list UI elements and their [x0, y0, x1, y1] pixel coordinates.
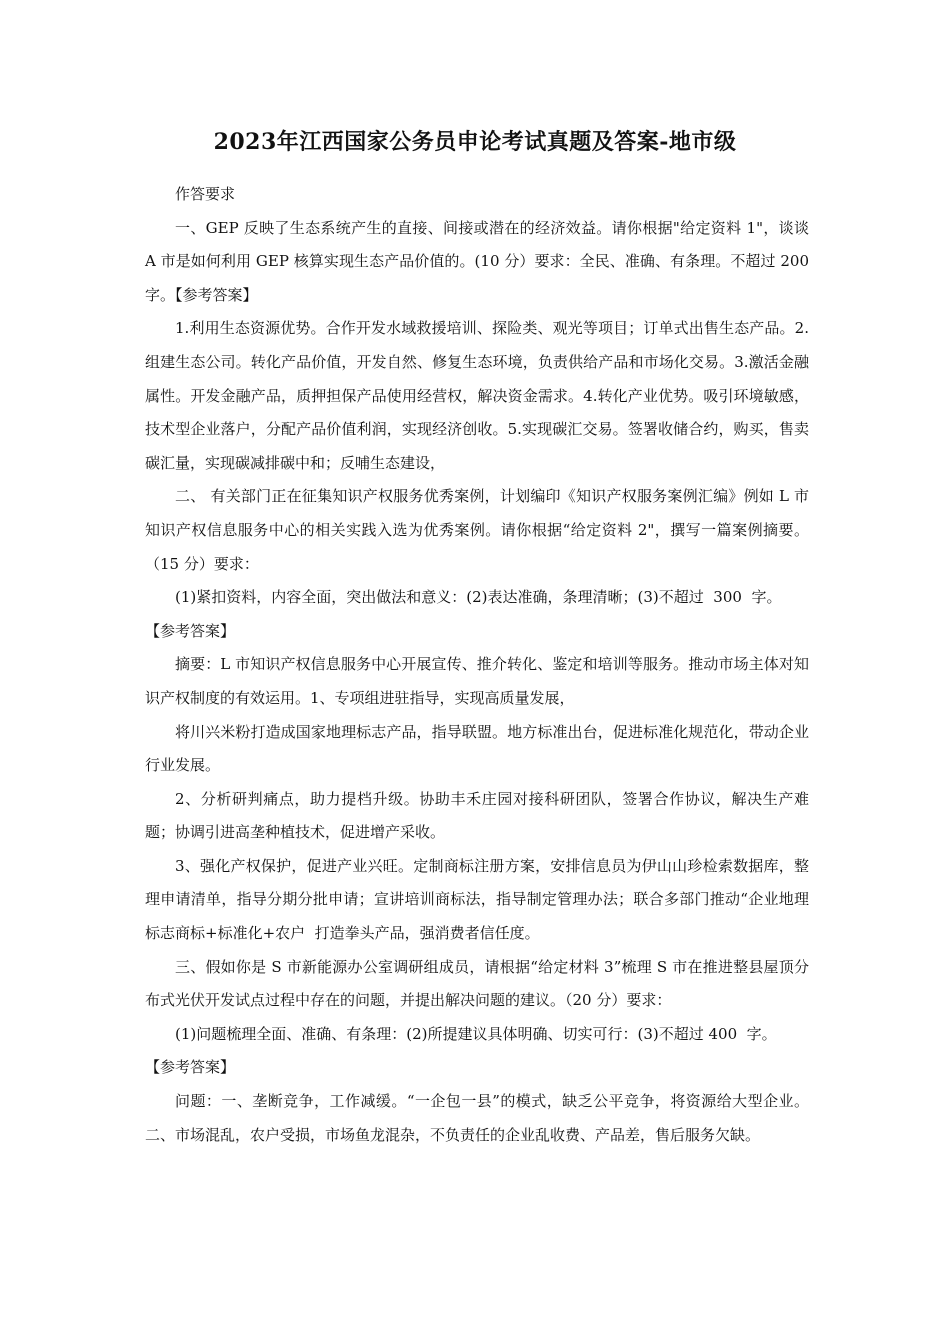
- question-3-requirements: (1)问题梳理全面、准确、有条理：(2)所提建议具体明确、切实可行：(3)不超过 400 字。: [175, 1024, 777, 1043]
- document-title: 2023年江西国家公务员申论考试真题及答案-地市级: [213, 129, 737, 155]
- question-3: 三、假如你是 S 市新能源办公室调研组成员，请根据“给定材料 3”梳理 S 市在推进整县屋顶分布式光伏开发试点过程中存在的问题，并提出解决问题的建议。（20 分）要求：: [145, 957, 809, 1010]
- answer-2-point-3: 3、强化产权保护，促进产业兴旺。定制商标注册方案，安排信息员为伊山山珍检索数据库，整理申请清单，指导分期分批申请；宣讲培训商标法，指导制定管理办法；联合多部门推动“企业地理标志商标+标准化+农户 打造拳头产品，强消费者信任度。: [145, 856, 809, 943]
- reference-answer-label-2: 【参考答案】: [145, 621, 236, 640]
- answer-2-point-1: 将川兴米粉打造成国家地理标志产品，指导联盟。地方标准出台，促进标准化规范化，带动企业行业发展。: [145, 722, 809, 775]
- answer-2-point-2: 2、分析研判痛点，助力提档升级。协助丰禾庄园对接科研团队，签署合作协议，解决生产难题；协调引进高垄种植技术，促进增产采收。: [145, 789, 809, 842]
- reference-answer-label-3: 【参考答案】: [145, 1058, 236, 1077]
- answer-2-summary: 摘要：L 市知识产权信息服务中心开展宣传、推介转化、鉴定和培训等服务。推动市场主体对知识产权制度的有效运用。1、专项组进驻指导，实现高质量发展，: [145, 655, 809, 707]
- document-body: [145, 178, 814, 1152]
- answer-1: 1.利用生态资源优势。合作开发水域救援培训、探险类、观光等项目；订单式出售生态产品。2.组建生态公司。转化产品价值，开发自然、修复生态环境，负责供给产品和市场化交易。3.激活金融属性。开发金融产品，质押担保产品使用经营权，解决资金需求。4.转化产业优势。吸引环境敏感，技术型企业落户，分配产品价值利润，实现经济创收。5.实现碳汇交易。签署收储合约，购买，售卖碳汇量，实现碳减排碳中和；反哺生态建设，: [145, 319, 809, 472]
- answer-requirements-heading: 作答要求: [175, 185, 236, 203]
- question-2: 二、 有关部门正在征集知识产权服务优秀案例，计划编印《知识产权服务案例汇编》例如 L 市知识产权信息服务中心的相关实践入选为优秀案例。请你根据“给定资料 2"，撰写一篇案例摘要。（15 分）要求：: [145, 487, 809, 573]
- question-2-requirements: (1)紧扣资料，内容全面，突出做法和意义：(2)表达准确，条理清晰；(3)不超过 300 字。: [175, 588, 782, 607]
- answer-3-problems: 问题：一、垄断竞争，工作减缓。“一企包一县”的模式，缺乏公平竞争，将资源给大型企业。二、市场混乱，农户受损，市场鱼龙混杂，不负责任的企业乱收费、产品差，售后服务欠缺。: [145, 1092, 809, 1144]
- question-1: 一、GEP 反映了生态系统产生的直接、间接或潜在的经济效益。请你根据"给定资料 1"，谈谈 A 市是如何利用 GEP 核算实现生态产品价值的。(10 分）要求：全民、准确、有条理。不超过 200 字。【参考答案】: [145, 218, 814, 304]
